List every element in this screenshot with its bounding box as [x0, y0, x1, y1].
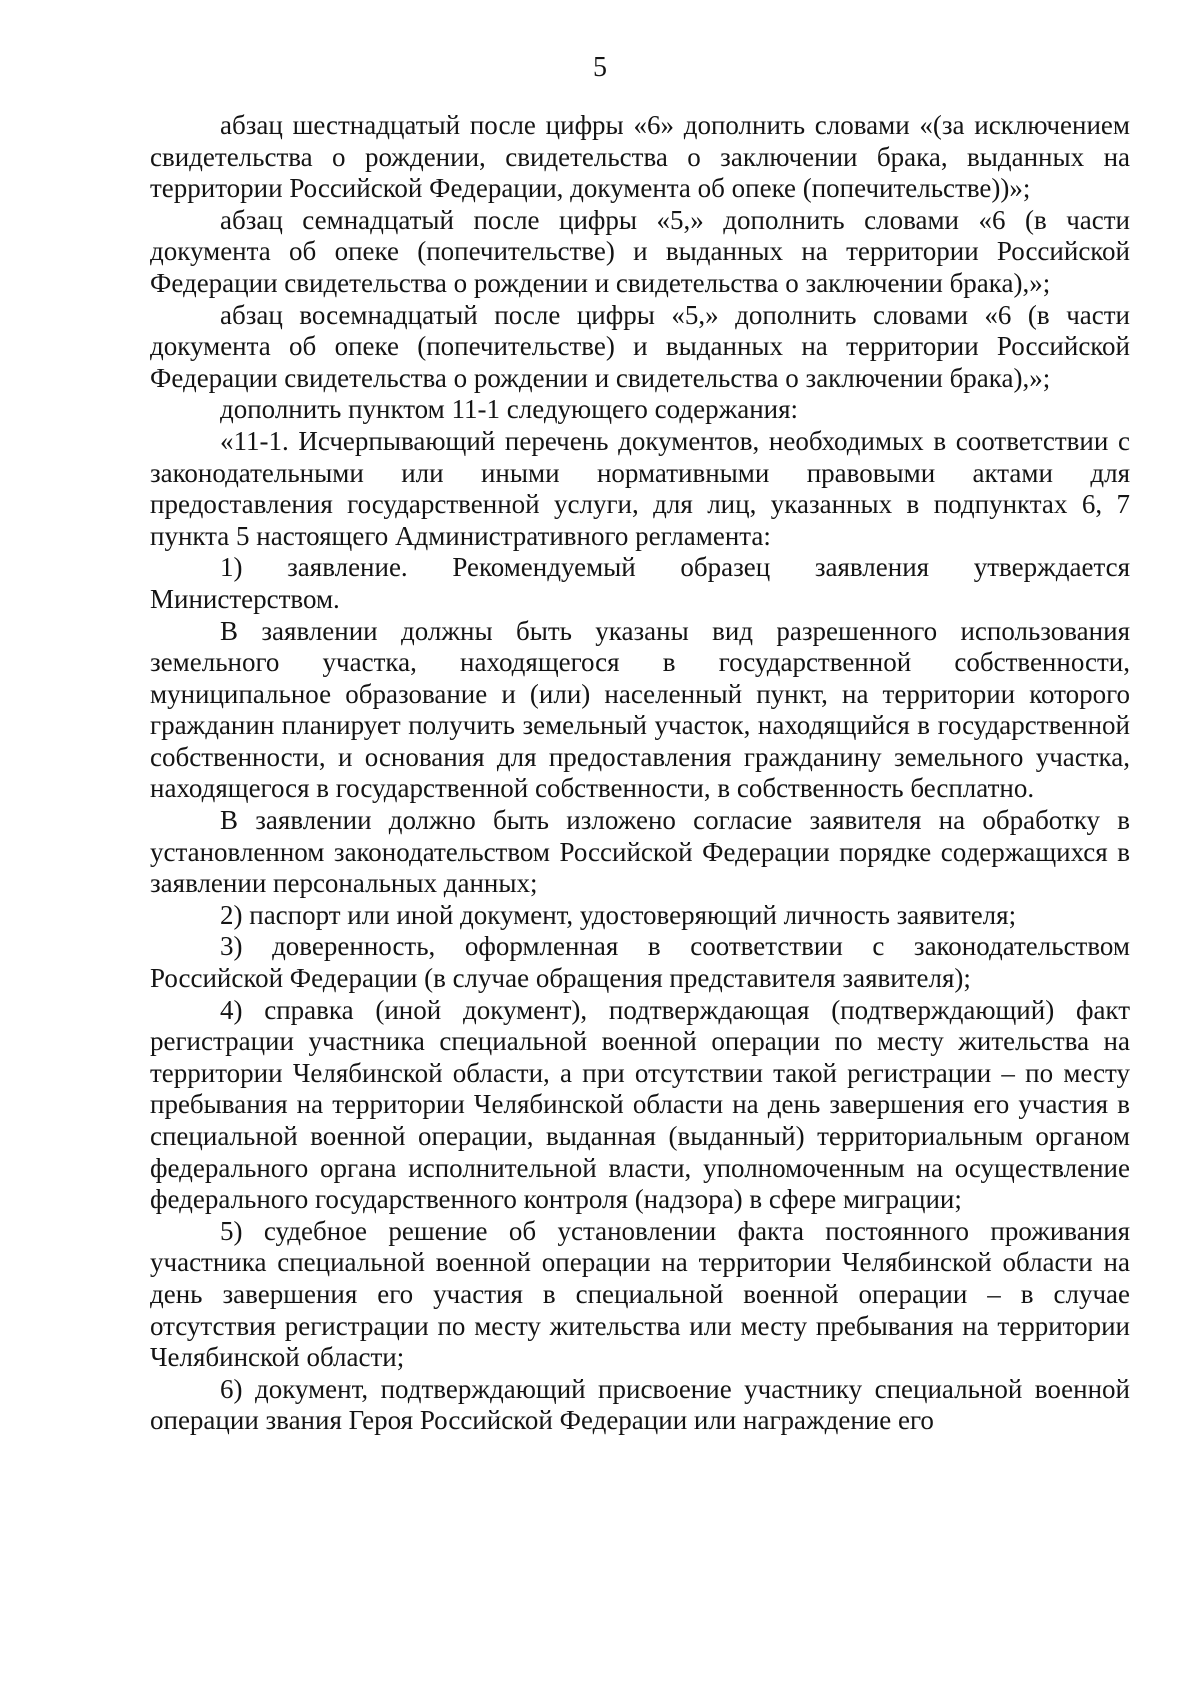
paragraph-application-contents: В заявлении должны быть указаны вид разрешенного использования земельного участка, находящегося в государственной собственности, муниципальное образование и (или) населенный пункт, на территории которого гражданин планирует получить земельный участок, находящийся в государственной собственности, и основания для предоставления гражданину земельного участка, находящегося в государственной собственности, в собственность бесплатно.	[150, 615, 1130, 804]
paragraph-amendment-16: абзац шестнадцатый после цифры «6» дополнить словами «(за исключением свидетельства о рождении, свидетельства о заключении брака, выданных на территории Российской Федерации, документа об опеке (попечительстве))»;	[150, 110, 1130, 204]
paragraph-amendment-18: абзац восемнадцатый после цифры «5,» дополнить словами «6 (в части документа об опеке (попечительстве) и выданных на территории Российской Федерации свидетельства о рождении и свидетельства о заключении брака),»;	[150, 299, 1130, 393]
paragraph-item-4: 4) справка (иной документ), подтверждающая (подтверждающий) факт регистрации участника специальной военной операции по месту жительства на территории Челябинской области, а при отсутствии такой регистрации – по месту пребывания на территории Челябинской области на день завершения его участия в специальной военной операции, выданная (выданный) территориальным органом федерального органа исполнительной власти, уполномоченным на осуществление федерального государственного контроля (надзора) в сфере миграции;	[150, 994, 1130, 1215]
paragraph-add-11-1: дополнить пунктом 11-1 следующего содержания:	[220, 394, 799, 425]
paragraph-item-2: 2) паспорт или иной документ, удостоверяющий личность заявителя;	[220, 899, 1017, 930]
document-body	[150, 110, 1130, 1437]
paragraph-item-1: 1) заявление. Рекомендуемый образец заявления утверждается Министерством.	[150, 552, 1130, 614]
paragraph-11-1-heading: «11-1. Исчерпывающий перечень документов, необходимых в соответствии с законодательными или иными нормативными правовыми актами для предоставления государственной услуги, для лиц, указанных в подпунктах 6, 7 пункта 5 настоящего Административного регламента:	[150, 425, 1130, 551]
paragraph-item-5: 5) судебное решение об установлении факта постоянного проживания участника специальной военной операции на территории Челябинской области на день завершения его участия в специальной военной операции – в случае отсутствия регистрации по месту жительства или месту пребывания на территории Челябинской области;	[150, 1215, 1130, 1373]
paragraph-amendment-17: абзац семнадцатый после цифры «5,» дополнить словами «6 (в части документа об опеке (попечительстве) и выданных на территории Российской Федерации свидетельства о рождении и свидетельства о заключении брака),»;	[150, 204, 1130, 298]
paragraph-consent: В заявлении должно быть изложено согласие заявителя на обработку в установленном законодательством Российской Федерации порядке содержащихся в заявлении персональных данных;	[150, 805, 1130, 899]
paragraph-item-3: 3) доверенность, оформленная в соответствии с законодательством Российской Федерации (в случае обращения представителя заявителя);	[150, 931, 1130, 994]
page-number: 5	[593, 52, 607, 83]
paragraph-item-6: 6) документ, подтверждающий присвоение участнику специальной военной операции звания Героя Российской Федерации или награждение его	[150, 1373, 1130, 1436]
